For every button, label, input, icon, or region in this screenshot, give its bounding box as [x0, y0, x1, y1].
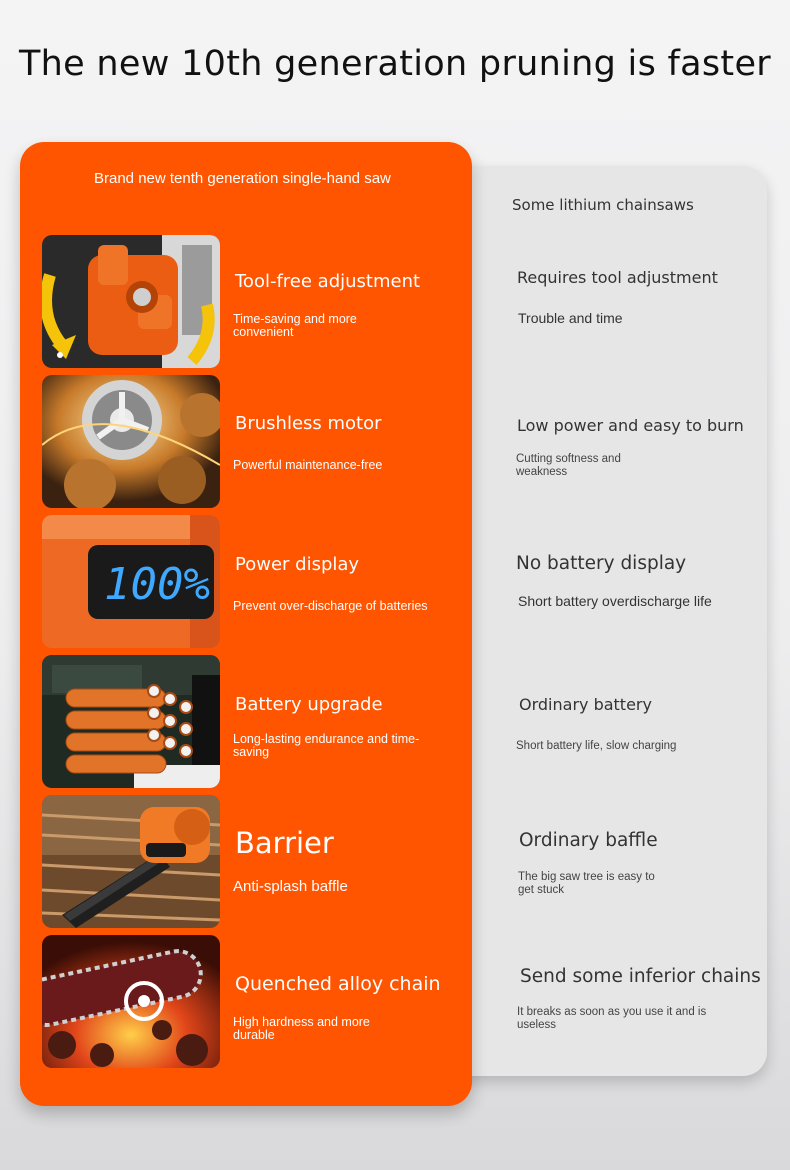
- product-card: [20, 142, 472, 1106]
- competitor-item-subtitle: The big saw tree is easy to get stuck: [518, 871, 655, 896]
- competitor-header: Some lithium chainsaws: [512, 196, 694, 214]
- feature-subtitle: Prevent over-discharge of batteries: [233, 599, 428, 613]
- battery-display-photo: [42, 515, 220, 648]
- competitor-item-subtitle: Short battery life, slow charging: [516, 740, 677, 752]
- motor-photo: [42, 375, 220, 508]
- product-header: Brand new tenth generation single-hand saw: [94, 170, 391, 187]
- feature-title: Quenched alloy chain: [235, 973, 441, 995]
- competitor-item-subtitle: Short battery overdischarge life: [518, 593, 712, 609]
- feature-subtitle: Powerful maintenance-free: [233, 458, 383, 472]
- competitor-item-title: Ordinary battery: [519, 695, 652, 714]
- competitor-item-subtitle: It breaks as soon as you use it and is useless: [517, 1006, 707, 1031]
- competitor-card: [430, 166, 767, 1076]
- battery-cells-photo: [42, 655, 220, 788]
- feature-title: Power display: [235, 554, 360, 575]
- competitor-item-subtitle: Trouble and time: [518, 310, 623, 326]
- battery-percent-display: 100%: [104, 559, 210, 610]
- chain-in-fire-photo: [42, 935, 220, 1068]
- competitor-item-title: No battery display: [516, 553, 687, 574]
- feature-subtitle: High hardness and more durable: [233, 1015, 370, 1042]
- feature-title: Barrier: [235, 826, 334, 860]
- saw-on-log-photo: [42, 795, 220, 928]
- feature-subtitle: Long-lasting endurance and time-saving: [233, 732, 420, 759]
- competitor-item-title: Send some inferior chains: [520, 966, 761, 987]
- feature-title: Brushless motor: [235, 413, 382, 434]
- feature-title: Tool-free adjustment: [235, 271, 421, 292]
- competitor-item-title: Requires tool adjustment: [517, 268, 718, 287]
- feature-subtitle: Anti-splash baffle: [233, 878, 348, 895]
- feature-subtitle: Time-saving and more convenient: [233, 312, 357, 339]
- page-title: The new 10th generation pruning is faster: [19, 44, 771, 84]
- competitor-item-title: Low power and easy to burn: [517, 416, 744, 435]
- tensioning-knob-photo: [42, 235, 220, 368]
- competitor-item-title: Ordinary baffle: [519, 830, 658, 851]
- feature-title: Battery upgrade: [235, 694, 383, 715]
- competitor-item-subtitle: Cutting softness and weakness: [516, 453, 621, 478]
